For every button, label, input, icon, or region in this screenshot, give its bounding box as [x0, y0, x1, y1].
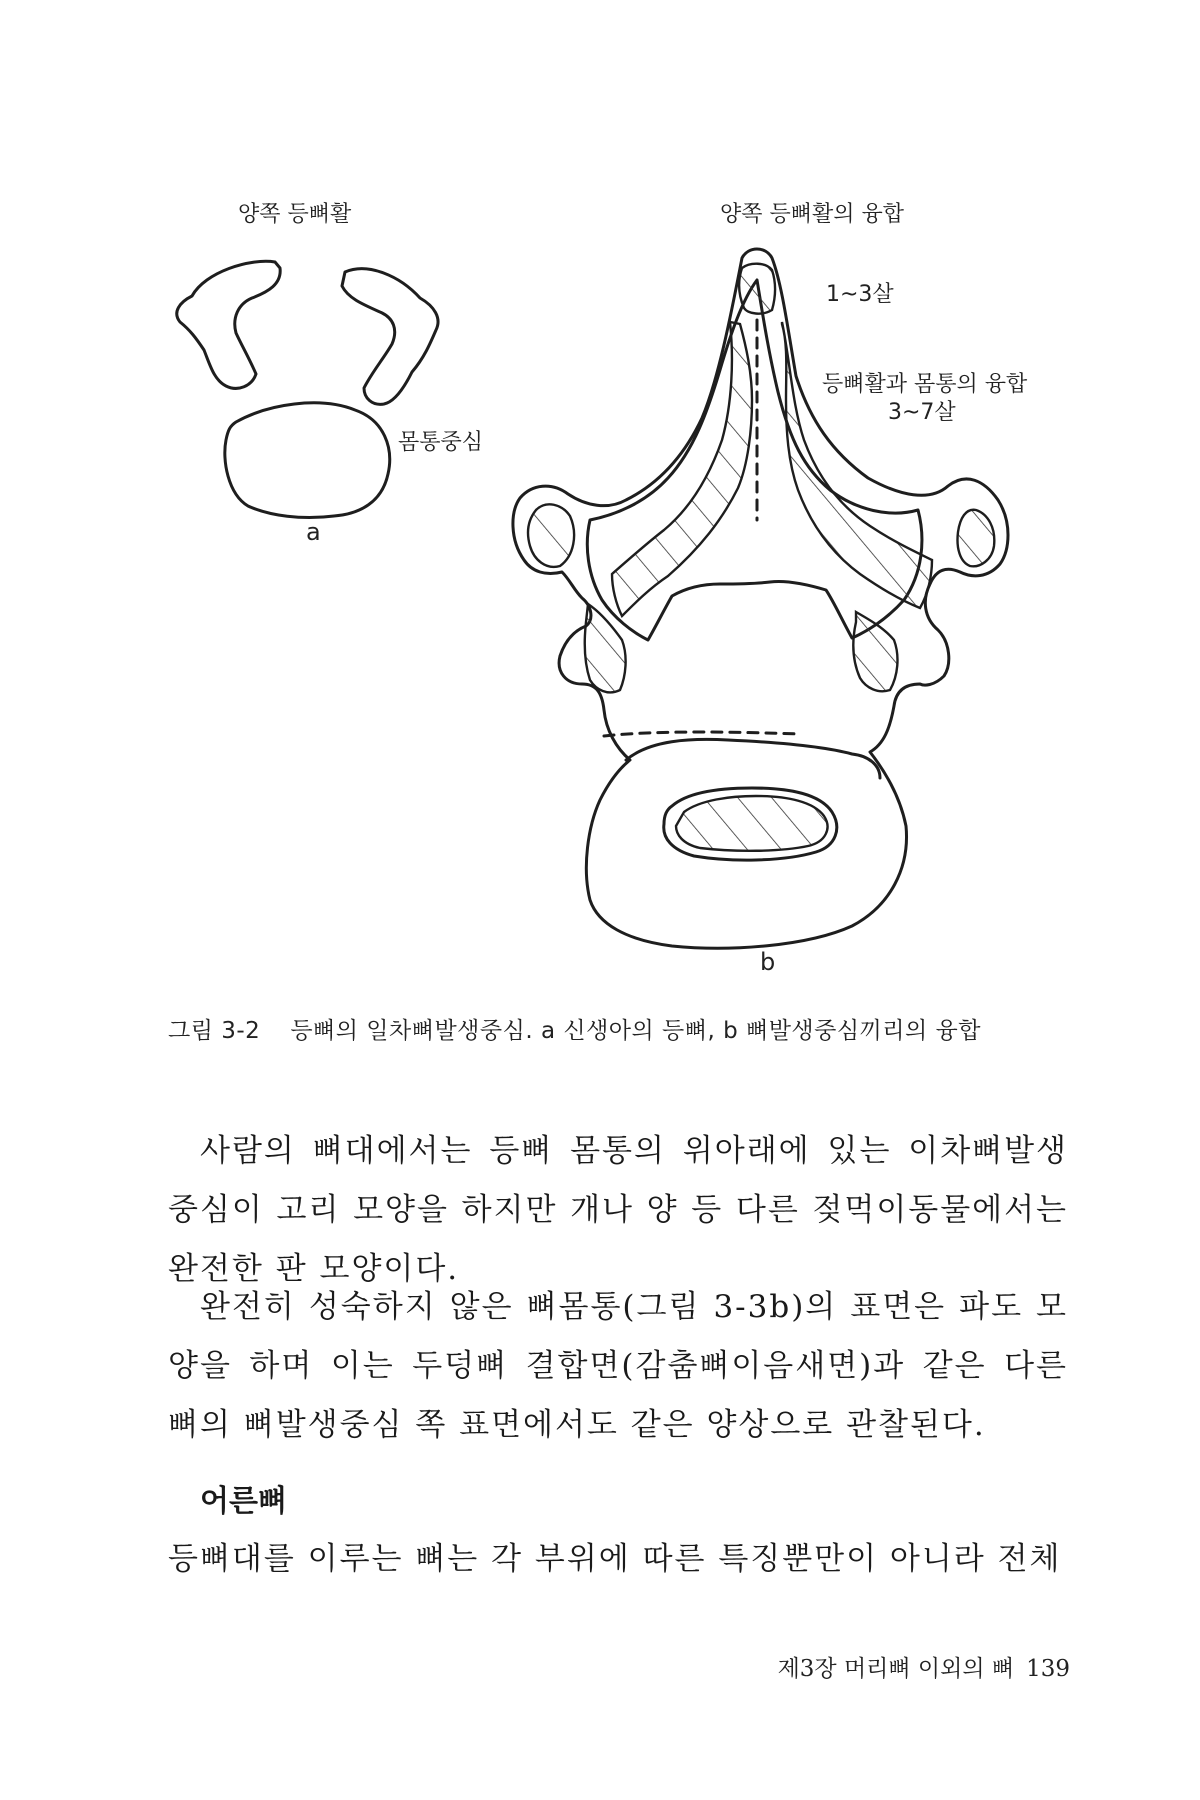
- hatched-left-lamina: [612, 322, 752, 616]
- label-figure-a: a: [306, 518, 321, 546]
- label-age-1-3: 1~3살: [826, 282, 894, 307]
- page-footer: [700, 1650, 1070, 1683]
- hatched-left-transverse: [528, 504, 574, 567]
- page-number: 139: [1026, 1656, 1070, 1682]
- caption-number: 그림 3-2: [168, 1018, 261, 1044]
- hatched-left-pedicle: [585, 604, 626, 692]
- label-both-arches: 양쪽 등뼈활: [238, 202, 352, 227]
- hatched-canal: [676, 796, 827, 851]
- suture-line: [604, 732, 800, 736]
- label-age-3-7: 3~7살: [888, 400, 956, 425]
- left-vertebral-arch: [177, 261, 280, 388]
- label-body-center: 몸통중심: [398, 430, 484, 455]
- label-arch-body-fusion: 등뼈활과 몸통의 융합: [822, 372, 1028, 397]
- vertebral-body: [626, 739, 880, 778]
- footer-chapter: 제3장 머리뼈 이외의 뼈: [777, 1656, 1015, 1682]
- hatched-right-transverse: [958, 510, 995, 567]
- right-vertebral-arch: [342, 269, 438, 405]
- body-ossification-center: [225, 403, 390, 518]
- caption-text: 등뼈의 일차뼈발생중심. a 신생아의 등뼈, b 뼈발생중심끼리의 융합: [290, 1018, 981, 1044]
- figure-caption: [168, 1012, 1048, 1045]
- hatched-right-lamina: [782, 322, 932, 608]
- paragraph-1: 사람의 뼈대에서는 등뼈 몸통의 위아래에 있는 이차뼈발생중심이 고리 모양을 하지만 개나 양 등 다른 젖먹이동물에서는 완전한 판 모양이다.: [168, 1133, 1068, 1287]
- label-arch-fusion: 양쪽 등뼈활의 융합: [720, 202, 905, 227]
- hatched-spinous-tip: [739, 264, 775, 314]
- paragraph-3: 등뼈대를 이루는 뼈는 각 부위에 따른 특징뿐만이 아니라 전체: [168, 1541, 1062, 1577]
- section-heading: 어른뼈: [200, 1484, 287, 1519]
- hatched-right-pedicle: [853, 612, 897, 691]
- paragraph-2: 완전히 성숙하지 않은 뼈몸통(그림 3-3b)의 표면은 파도 모양을 하며 이는 두덩뼈 결합면(감춤뼈이음새면)과 같은 다른 뼈의 뼈발생중심 쪽 표면에서도 같은 양상으로 관찰된다.: [168, 1289, 1068, 1443]
- label-figure-b: b: [760, 948, 776, 976]
